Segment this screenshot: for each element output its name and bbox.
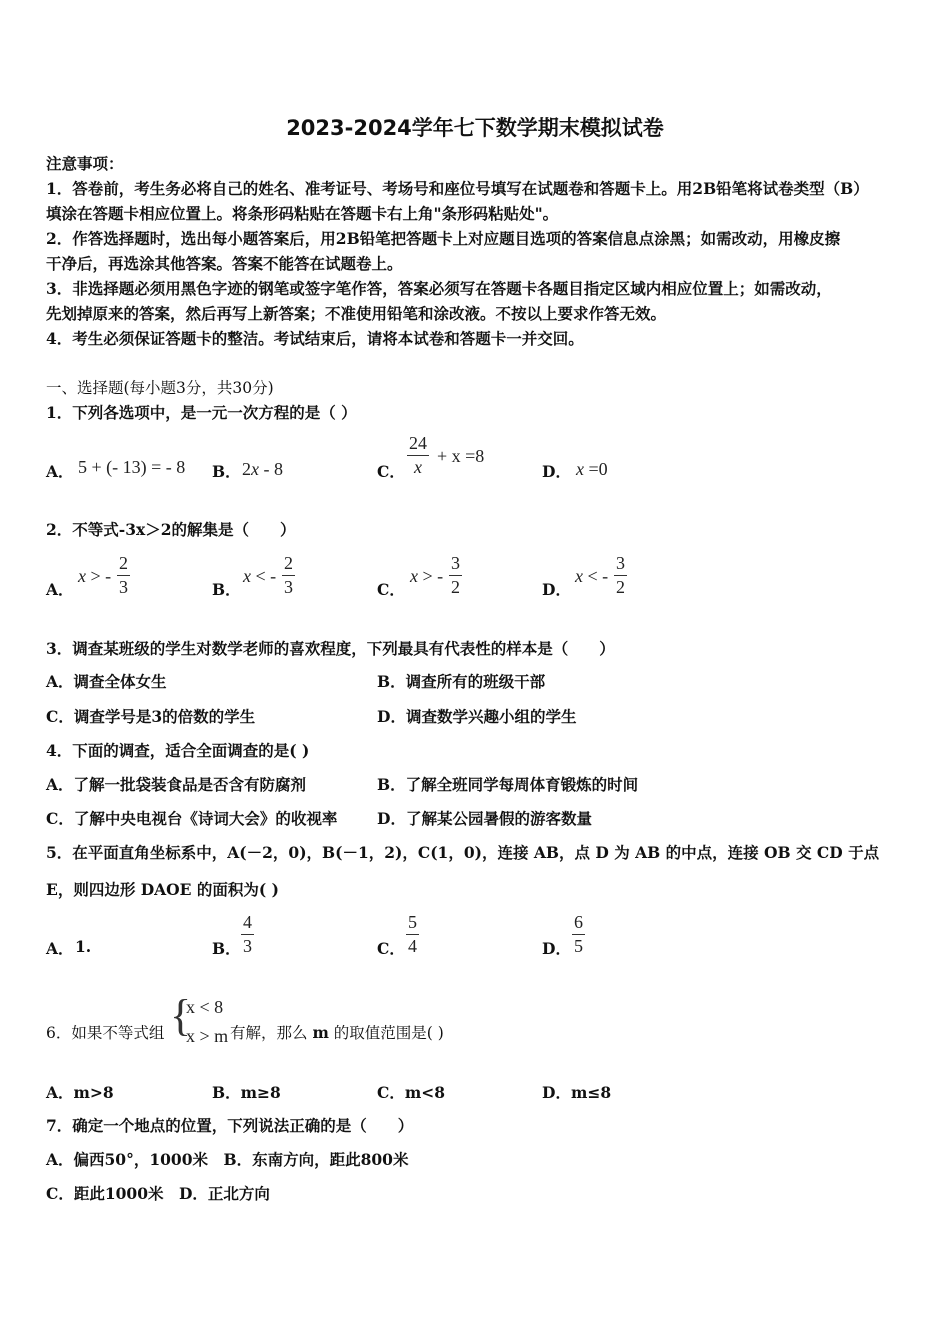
q6-suffix: 有解，那么 m 的取值范围是( ): [230, 1023, 444, 1042]
q6-prefix: 6．如果不等式组: [46, 1024, 165, 1042]
fraction-numerator: 6: [572, 912, 585, 935]
fraction-denominator: 3: [119, 577, 128, 597]
q2-option-a-fraction: [117, 553, 130, 598]
fraction-denominator: 4: [408, 936, 417, 956]
notice-line: 先划掉原来的答案，然后再写上新答案；不准使用铅笔和涂改液。不按以上要求作答无效。: [46, 304, 667, 323]
fraction-numerator: 2: [117, 553, 130, 576]
q2-stem: 2．不等式-3x＞2的解集是（ ）: [46, 520, 296, 539]
q5-option-a-label: A．: [46, 939, 74, 958]
fraction-denominator: 3: [243, 936, 252, 956]
q1-option-a-expr: 5 + (- 13) = - 8: [78, 457, 186, 477]
q5-option-d-label: D．: [542, 939, 571, 958]
q6-option-c: C．m<8: [377, 1083, 446, 1102]
q4-option-a: A．了解一批袋装食品是否含有防腐剂: [46, 775, 307, 794]
q1-option-c-fraction: [407, 433, 429, 478]
fraction-numerator: 5: [406, 912, 419, 935]
fraction-denominator: x: [414, 457, 422, 477]
q5-option-b-label: B．: [212, 939, 241, 958]
fraction-denominator: 5: [574, 936, 583, 956]
q6-option-a: A．m>8: [46, 1083, 114, 1102]
q1-stem: 1．下列各选项中，是一元一次方程的是（ ）: [46, 403, 357, 422]
q2-option-a-expr: x > -: [78, 566, 112, 586]
notice-line: 填涂在答题卡相应位置上。将条形码粘贴在答题卡右上角"条形码粘贴处"。: [46, 204, 559, 223]
q7-stem: 7．确定一个地点的位置，下列说法正确的是（ ）: [46, 1116, 414, 1135]
q2-option-b-label: B．: [212, 580, 241, 599]
q3-option-b: B．调查所有的班级干部: [377, 672, 546, 691]
q5-option-d-fraction: [572, 912, 585, 957]
notice-line: 1．答卷前，考生务必将自己的姓名、准考证号、考场号和座位号填写在试题卷和答题卡上。用2B铅笔将试卷类型（B）: [46, 179, 869, 198]
fraction-numerator: 2: [282, 553, 295, 576]
notice-line: 干净后，再选涂其他答案。答案不能答在试题卷上。: [46, 254, 403, 273]
fraction-numerator: 3: [614, 553, 627, 576]
notice-line: 2．作答选择题时，选出每小题答案后，用2B铅笔把答题卡上对应题目选项的答案信息点涂黑；如需改动，用橡皮擦: [46, 229, 841, 248]
q4-stem: 4．下面的调查，适合全面调查的是( ): [46, 741, 310, 760]
q6-system-row2: x > m: [186, 1026, 229, 1046]
q4-option-b: B．了解全班同学每周体育锻炼的时间: [377, 775, 639, 794]
q5-option-a-value: 1.: [75, 937, 92, 956]
q3-option-c: C．调查学号是3的倍数的学生: [46, 707, 256, 726]
fraction-numerator: 24: [407, 433, 429, 456]
q2-option-c-label: C．: [377, 580, 405, 599]
notice-line: 4．考生必须保证答题卡的整洁。考试结束后，请将本试卷和答题卡一并交回。: [46, 329, 584, 348]
q1-option-b-expr: 2x - 8: [242, 459, 283, 479]
q5-option-c-label: C．: [377, 939, 405, 958]
q6-system-row1: x < 8: [186, 997, 224, 1017]
q3-option-d: D．调查数学兴趣小组的学生: [377, 707, 577, 726]
notice-heading: 注意事项：: [46, 154, 124, 173]
q2-option-b-expr: x < -: [243, 566, 277, 586]
q1-option-c-rest: + x =8: [437, 446, 485, 466]
q3-stem: 3．调查某班级的学生对数学老师的喜欢程度，下列最具有代表性的样本是（ ）: [46, 639, 615, 658]
notice-line: 3．非选择题必须用黑色字迹的钢笔或签字笔作答，答案必须写在答题卡各题目指定区域内相应位置上；如需改动，: [46, 279, 832, 298]
q2-option-a-label: A．: [46, 580, 74, 599]
q6-option-d: D．m≤8: [542, 1083, 612, 1102]
q1-option-b-label: B．: [212, 462, 241, 481]
q7-options-ab: A．偏西50°，1000米 B．东南方向，距此800米: [46, 1150, 409, 1169]
q2-option-c-fraction: [449, 553, 462, 598]
q2-option-d-label: D．: [542, 580, 571, 599]
q5-stem-line2: E，则四边形 DAOE 的面积为( ): [46, 880, 279, 899]
fraction-denominator: 2: [616, 577, 625, 597]
q5-stem-line1: 5．在平面直角坐标系中，A(－2，0)，B(－1，2)，C(1，0)，连接 AB，点 D 为 AB 的中点，连接 OB 交 CD 于点: [46, 843, 880, 862]
section-heading: 一、选择题(每小题3分，共30分): [46, 379, 274, 397]
q5-option-b-fraction: [241, 912, 254, 957]
q1-option-c-label: C．: [377, 462, 405, 481]
q2-option-d-expr: x < -: [575, 566, 609, 586]
q5-option-c-fraction: [406, 912, 419, 957]
q4-option-c: C．了解中央电视台《诗词大会》的收视率: [46, 809, 338, 828]
q4-option-d: D．了解某公园暑假的游客数量: [377, 809, 592, 828]
q1-option-a-label: A．: [46, 462, 74, 481]
fraction-numerator: 4: [241, 912, 254, 935]
page-title: 2023-2024学年七下数学期末模拟试卷: [286, 116, 664, 140]
q2-option-b-fraction: [282, 553, 295, 598]
q1-option-d-label: D．: [542, 462, 571, 481]
q2-option-c-expr: x > -: [410, 566, 444, 586]
q7-options-cd: C．距此1000米 D．正北方向: [46, 1184, 270, 1203]
q6-system-brace: {: [170, 991, 192, 1040]
q1-option-d-expr: x =0: [576, 459, 608, 479]
fraction-denominator: 2: [451, 577, 460, 597]
fraction-denominator: 3: [284, 577, 293, 597]
fraction-numerator: 3: [449, 553, 462, 576]
q3-option-a: A．调查全体女生: [46, 672, 167, 691]
q2-option-d-fraction: [614, 553, 627, 598]
q6-option-b: B．m≥8: [212, 1083, 281, 1102]
